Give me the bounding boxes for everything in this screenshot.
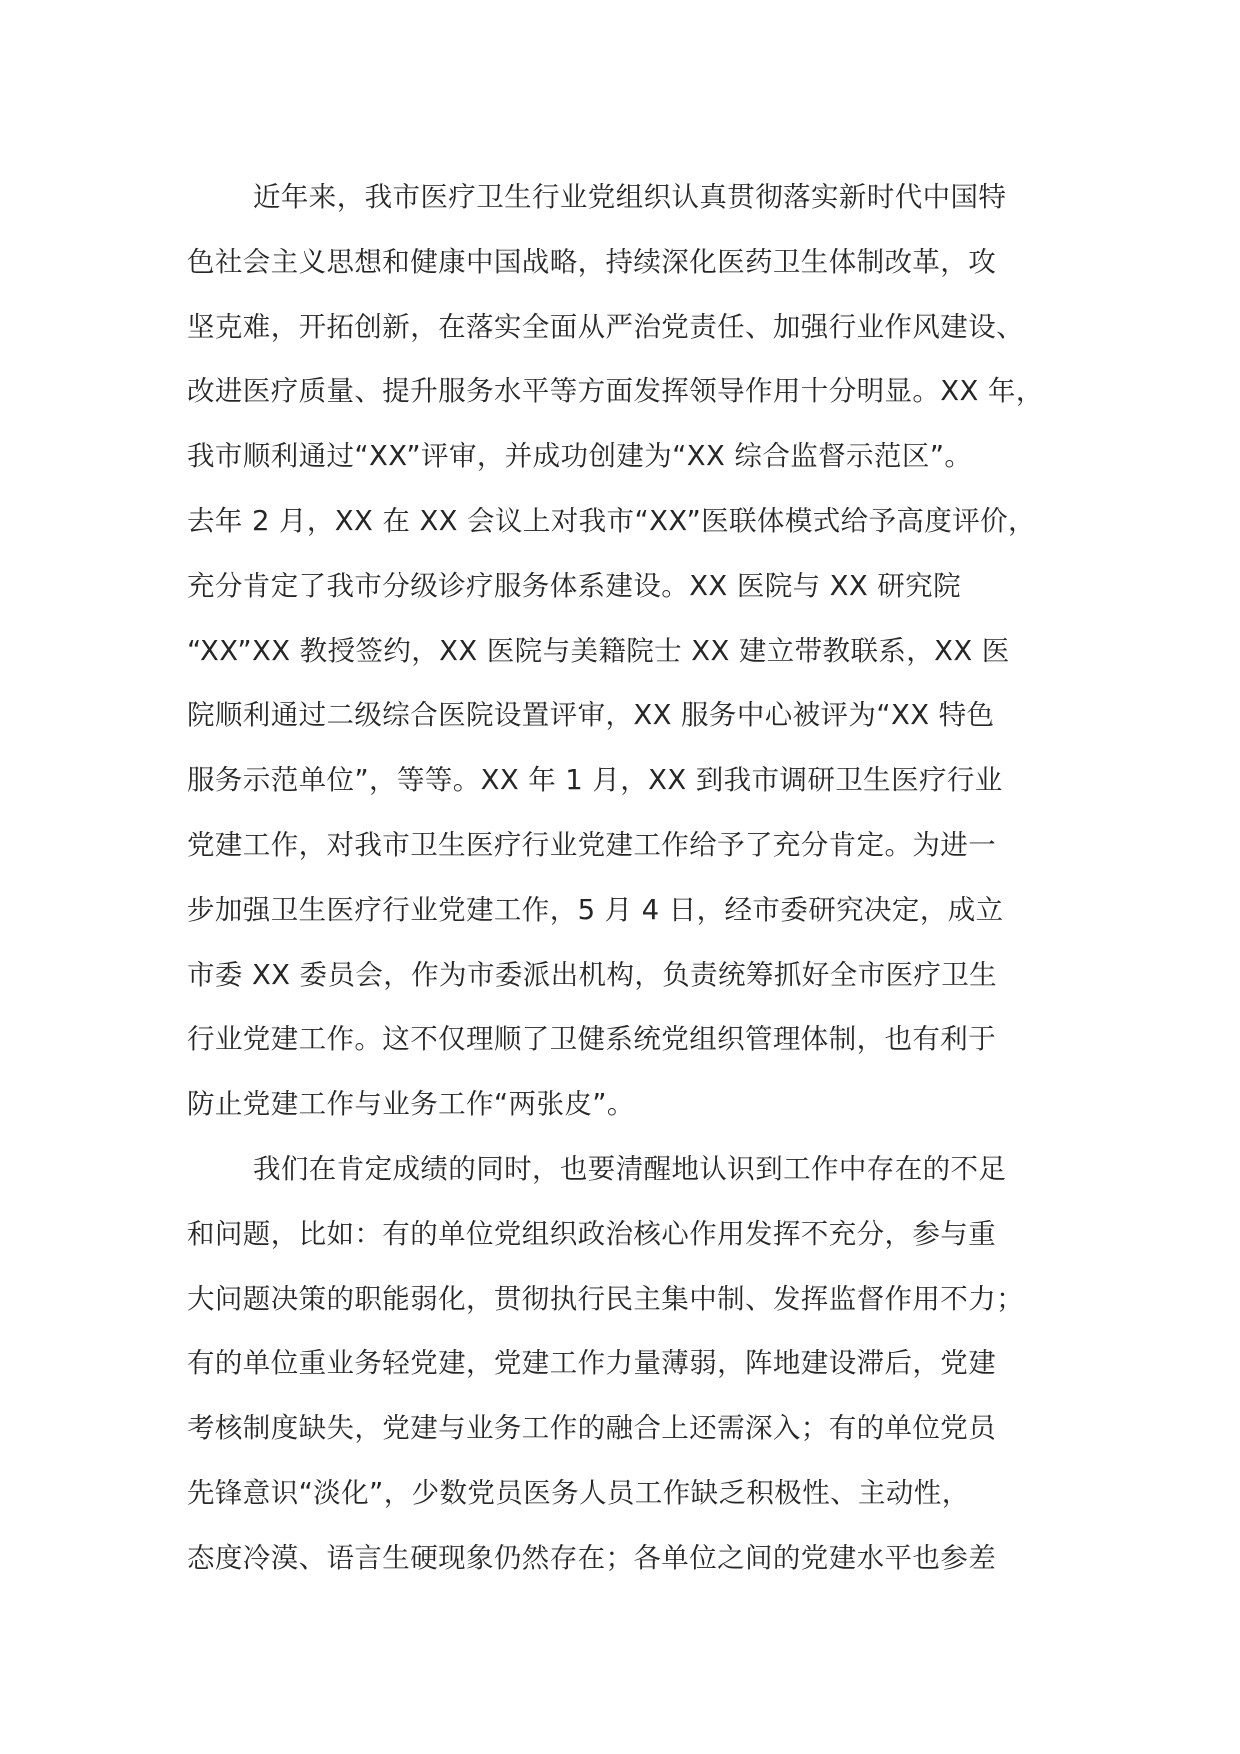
text-line: 防止党建工作与业务工作“两张皮”。 <box>187 1088 635 1121</box>
text-line: 我们在肯定成绩的同时，也要清醒地认识到工作中存在的不足 <box>253 1152 1007 1185</box>
body-text <box>187 171 1087 1597</box>
paragraph-achievements <box>187 171 1087 1143</box>
text-line: “XX”XX 教授签约，XX 医院与美籍院士 XX 建立带教联系，XX 医 <box>187 634 1010 667</box>
text-line: 院顺利通过二级综合医院设置评审，XX 服务中心被评为“XX 特色 <box>187 699 995 732</box>
text-line: 先锋意识“淡化”，少数党员医务人员工作缺乏积极性、主动性， <box>187 1476 970 1509</box>
text-line: 党建工作，对我市卫生医疗行业党建工作给予了充分肯定。为进一 <box>187 828 997 861</box>
text-line: 大问题决策的职能弱化，贯彻执行民主集中制、发挥监督作用不力； <box>187 1282 1024 1315</box>
text-line: 步加强卫生医疗行业党建工作，5 月 4 日，经市委研究决定，成立 <box>187 893 1004 926</box>
text-line: 市委 XX 委员会，作为市委派出机构，负责统筹抓好全市医疗卫生 <box>187 958 998 991</box>
text-line: 充分肯定了我市分级诊疗服务体系建设。XX 医院与 XX 研究院 <box>187 569 961 602</box>
text-line: 色社会主义思想和健康中国战略，持续深化医药卫生体制改革，攻 <box>187 245 997 278</box>
text-line: 服务示范单位”，等等。XX 年 1 月，XX 到我市调研卫生医疗行业 <box>187 764 1003 797</box>
text-line: 和问题，比如：有的单位党组织政治核心作用发挥不充分，参与重 <box>187 1217 997 1250</box>
text-line: 考核制度缺失，党建与业务工作的融合上还需深入；有的单位党员 <box>187 1412 997 1445</box>
text-line: 近年来，我市医疗卫生行业党组织认真贯彻落实新时代中国特 <box>253 181 1007 213</box>
text-line: 改进医疗质量、提升服务水平等方面发挥领导作用十分明显。XX 年， <box>187 375 1044 408</box>
text-line: 态度冷漠、语言生硬现象仍然存在；各单位之间的党建水平也参差 <box>187 1541 997 1574</box>
paragraph-problems <box>187 1143 1087 1597</box>
text-line: 去年 2 月，XX 在 XX 会议上对我市“XX”医联体模式给予高度评价， <box>187 504 1036 537</box>
text-line: 有的单位重业务轻党建，党建工作力量薄弱，阵地建设滞后，党建 <box>187 1347 997 1380</box>
text-line: 坚克难，开拓创新，在落实全面从严治党责任、加强行业作风建设、 <box>187 310 1024 343</box>
text-line: 我市顺利通过“XX”评审，并成功创建为“XX 综合监督示范区”。 <box>187 440 973 473</box>
text-line: 行业党建工作。这不仅理顺了卫健系统党组织管理体制，也有利于 <box>187 1023 997 1056</box>
